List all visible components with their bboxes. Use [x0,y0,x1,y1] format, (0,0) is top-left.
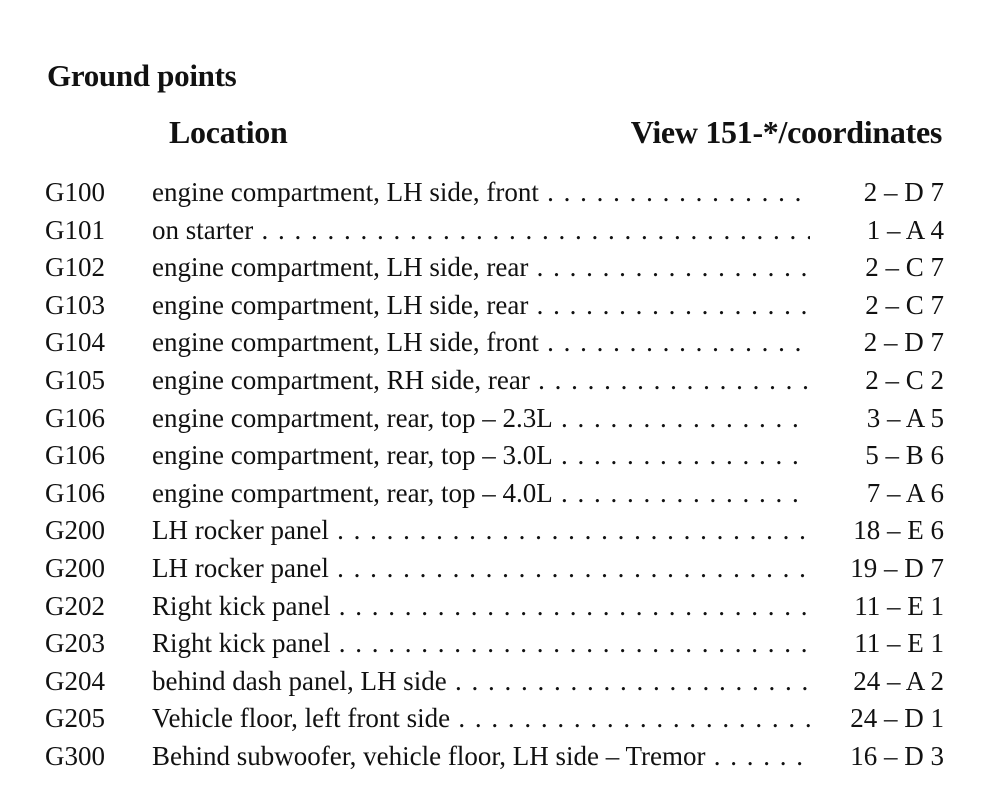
view-coordinates-column-header: View 151-*/coordinates [630,114,942,150]
view-coordinate: 19 – D 7 [850,552,944,583]
ground-location: engine compartment, rear, top – 3.0L . . . [152,437,810,475]
view-coordinate: 5 – B 6 [865,440,944,471]
ground-id: G105 [45,364,105,395]
ground-location: engine compartment, RH side, rear . . . [152,362,810,400]
view-coordinate: 2 – C 2 [865,364,944,395]
table-row [0,287,1004,325]
view-coordinate: 2 – C 7 [865,252,944,283]
ground-location: Behind subwoofer, vehicle floor, LH side – Tremor . . . [152,738,810,776]
ground-location: engine compartment, LH side, rear . . . [152,287,810,325]
view-coordinate: 18 – E 6 [853,515,944,546]
ground-id: G106 [45,440,105,471]
ground-id: G101 [45,214,105,245]
ground-id: G204 [45,665,105,696]
view-coordinate: 11 – E 1 [854,590,944,621]
ground-id: G300 [45,740,105,771]
ground-location: engine compartment, LH side, front . . . [152,324,810,362]
ground-id: G202 [45,590,105,621]
ground-location: LH rocker panel . . . [152,550,810,588]
table-row [0,738,1004,776]
page-title: Ground points [47,58,237,93]
ground-id: G104 [45,327,105,358]
ground-id: G203 [45,628,105,659]
ground-id: G200 [45,515,105,546]
view-coordinate: 24 – A 2 [853,665,944,696]
view-coordinate: 3 – A 5 [866,402,944,433]
ground-location: LH rocker panel . . . [152,512,810,550]
table-row [0,625,1004,663]
table-row [0,249,1004,287]
view-coordinate: 7 – A 6 [866,477,944,508]
ground-location: engine compartment, rear, top – 2.3L . . . [152,400,810,438]
view-coordinate: 16 – D 3 [850,740,944,771]
table-row [0,400,1004,438]
table-row [0,588,1004,626]
table-row [0,324,1004,362]
table-row [0,550,1004,588]
ground-location: Vehicle floor, left front side . . . [152,700,810,738]
view-coordinate: 2 – D 7 [863,327,944,358]
view-coordinate: 2 – D 7 [863,177,944,207]
table-row [0,212,1004,250]
ground-location: behind dash panel, LH side . . . [152,663,810,701]
ground-id: G205 [45,703,105,734]
ground-location: engine compartment, LH side, rear . . . [152,249,810,287]
ground-id: G100 [45,177,105,207]
table-row [0,362,1004,400]
view-coordinate: 1 – A 4 [866,214,944,245]
view-coordinate: 24 – D 1 [850,703,944,734]
table-row [0,437,1004,475]
ground-id: G106 [45,477,105,508]
ground-id: G103 [45,289,105,320]
ground-location: Right kick panel . . . [152,625,810,663]
ground-location: Right kick panel . . . [152,588,810,626]
table-row [0,663,1004,701]
ground-id: G106 [45,402,105,433]
ground-location: engine compartment, LH side, front . . . [152,174,810,212]
ground-location: engine compartment, rear, top – 4.0L . . . [152,475,810,513]
table-row [0,700,1004,738]
location-column-header: Location [169,114,288,150]
ground-id: G102 [45,252,105,283]
table-row [0,475,1004,513]
table-row [0,174,1004,212]
ground-points-table [0,174,1004,776]
ground-id: G200 [45,552,105,583]
view-coordinate: 11 – E 1 [854,628,944,659]
ground-location: on starter . . . [152,212,810,250]
view-coordinate: 2 – C 7 [865,289,944,320]
table-row [0,512,1004,550]
